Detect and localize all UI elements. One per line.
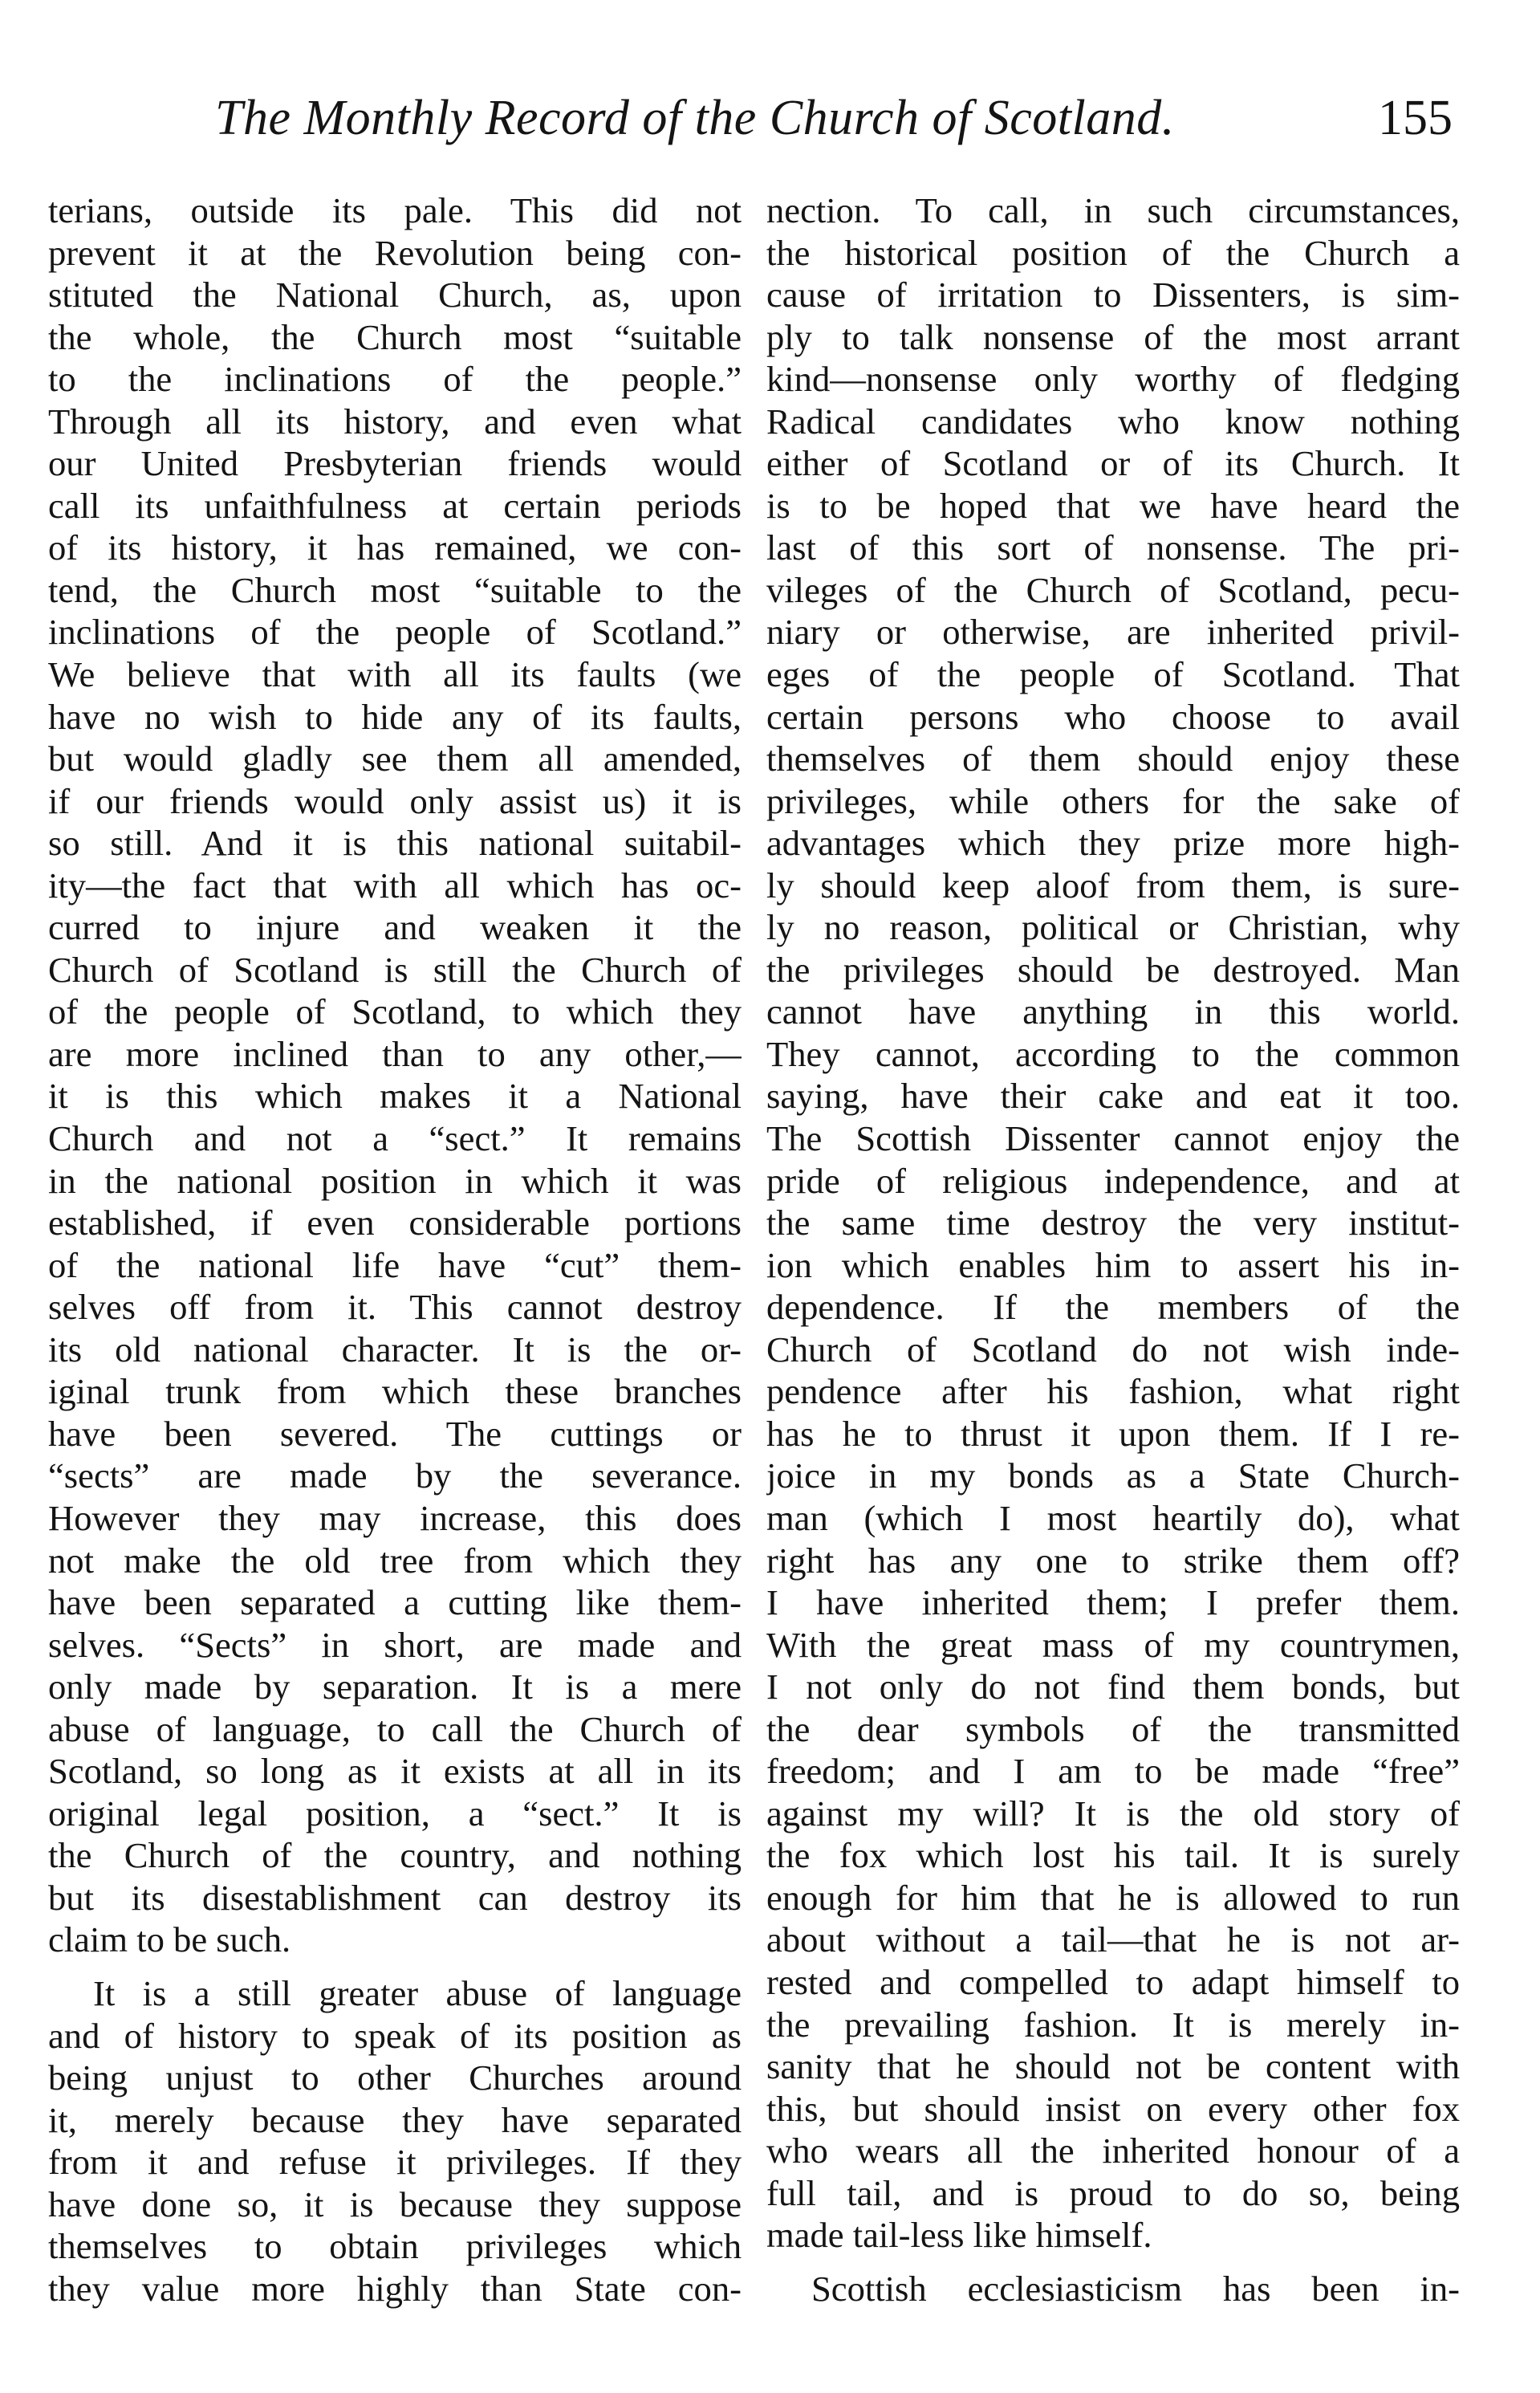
text-line: I not only do not find them bonds, but <box>766 1667 1460 1707</box>
text-line: its old national character. It is the or- <box>48 1329 742 1369</box>
text-line: rested and compelled to adapt himself to <box>766 1961 1460 2002</box>
text-line: claim to be such. <box>48 1919 291 1960</box>
text-line: abuse of language, to call the Church of <box>48 1708 742 1749</box>
text-line: It is a still greater abuse of language <box>93 1972 742 2013</box>
text-line: The Scottish Dissenter cannot enjoy the <box>766 1118 1460 1159</box>
text-line: about without a tail—that he is not ar- <box>766 1919 1460 1960</box>
text-line: who wears all the inherited honour of a <box>766 2131 1460 2171</box>
text-line: is to be hoped that we have heard the <box>766 485 1460 526</box>
text-line: With the great mass of my countrymen, <box>766 1624 1460 1665</box>
text-line: ity—the fact that with all which has oc- <box>48 865 742 906</box>
text-line: have been severed. The cuttings or <box>48 1413 742 1454</box>
text-line: Radical candidates who know nothing <box>766 401 1460 442</box>
text-line: dependence. If the members of the <box>766 1287 1460 1328</box>
text-line: niary or otherwise, are inherited privil- <box>766 612 1460 653</box>
text-line: of the national life have “cut” them- <box>48 1244 742 1285</box>
text-line: so still. And it is this national suitabil- <box>48 823 742 864</box>
text-line: call its unfaithfulness at certain periods <box>48 485 742 526</box>
text-line: “sects” are made by the severance. <box>48 1455 742 1496</box>
text-line: Scotland, so long as it exists at all in its <box>48 1751 742 1792</box>
text-line: advantages which they prize more high- <box>766 823 1460 864</box>
text-line: last of this sort of nonsense. The pri- <box>766 527 1460 568</box>
text-line: However they may increase, this does <box>48 1497 742 1538</box>
left-column <box>48 189 742 2310</box>
text-line: the fox which lost his tail. It is surely <box>766 1835 1460 1876</box>
paragraph-gap <box>766 2257 1460 2268</box>
right-column <box>766 189 1460 2310</box>
text-line: prevent it at the Revolution being con- <box>48 232 742 273</box>
text-line: privileges, while others for the sake of <box>766 780 1460 821</box>
text-line: full tail, and is proud to do so, being <box>766 2172 1460 2213</box>
text-line: the historical position of the Church a <box>766 232 1460 273</box>
text-line: themselves to obtain privileges which <box>48 2226 742 2267</box>
text-line: have been separated a cutting like them- <box>48 1582 742 1623</box>
text-line: iginal trunk from which these branches <box>48 1371 742 1412</box>
right-paragraph-2 <box>766 2268 1460 2310</box>
text-line: have no wish to hide any of its faults, <box>48 696 742 737</box>
text-line: cause of irritation to Dissenters, is sim- <box>766 275 1460 315</box>
text-line: the whole, the Church most “suitable <box>48 316 742 357</box>
text-line: if our friends would only assist us) it is <box>48 780 742 821</box>
text-line: stituted the National Church, as, upon <box>48 275 742 315</box>
text-line: the dear symbols of the transmitted <box>766 1708 1460 1749</box>
text-line: the same time destroy the very institut- <box>766 1203 1460 1243</box>
text-line: ion which enables him to assert his in- <box>766 1244 1460 1285</box>
text-line: it, merely because they have separated <box>48 2099 742 2140</box>
text-line: either of Scotland or of its Church. It <box>766 443 1460 484</box>
text-line: inclinations of the people of Scotland.” <box>48 612 742 653</box>
text-line: selves off from it. This cannot destroy <box>48 1287 742 1328</box>
text-line: to the inclinations of the people.” <box>48 359 742 400</box>
text-line: but its disestablishment can destroy its <box>48 1877 742 1918</box>
paragraph-gap <box>48 1961 742 1972</box>
text-line: has he to thrust it upon them. If I re- <box>766 1413 1460 1454</box>
text-line: selves. “Sects” in short, are made and <box>48 1624 742 1665</box>
text-line: sanity that he should not be content with <box>766 2046 1460 2087</box>
text-line: They cannot, according to the common <box>766 1033 1460 1074</box>
text-line: man (which I most heartily do), what <box>766 1497 1460 1538</box>
text-line: but would gladly see them all amended, <box>48 739 742 779</box>
text-line: they value more highly than State con- <box>48 2268 742 2309</box>
text-line: nection. To call, in such circumstances, <box>766 190 1460 230</box>
text-line: have done so, it is because they suppose <box>48 2183 742 2224</box>
text-line: saying, have their cake and eat it too. <box>766 1076 1460 1117</box>
text-line: our United Presbyterian friends would <box>48 443 742 484</box>
running-head <box>201 90 1453 162</box>
text-line: of its history, it has remained, we con- <box>48 527 742 568</box>
text-line: not make the old tree from which they <box>48 1540 742 1581</box>
text-line: Church and not a “sect.” It remains <box>48 1118 742 1159</box>
text-line: made tail-less like himself. <box>766 2215 1152 2256</box>
text-line: the prevailing fashion. It is merely in- <box>766 2004 1460 2045</box>
text-line: enough for him that he is allowed to run <box>766 1877 1460 1918</box>
text-line: the Church of the country, and nothing <box>48 1835 742 1876</box>
right-paragraph-1 <box>766 189 1460 2257</box>
text-line: pendence after his fashion, what right <box>766 1371 1460 1412</box>
text-line: pride of religious independence, and at <box>766 1160 1460 1201</box>
text-line: right has any one to strike them off? <box>766 1540 1460 1581</box>
text-line: vileges of the Church of Scotland, pecu- <box>766 569 1460 610</box>
text-line: Through all its history, and even what <box>48 401 742 442</box>
text-line: Church of Scotland is still the Church of <box>48 949 742 990</box>
text-line: the privileges should be destroyed. Man <box>766 949 1460 990</box>
text-line: from it and refuse it privileges. If they <box>48 2142 742 2183</box>
text-line: themselves of them should enjoy these <box>766 739 1460 779</box>
text-line: cannot have anything in this world. <box>766 991 1460 1032</box>
text-line: and of history to speak of its position as <box>48 2015 742 2056</box>
text-line: terians, outside its pale. This did not <box>48 190 742 230</box>
left-paragraph-1 <box>48 189 742 1961</box>
text-line: in the national position in which it was <box>48 1160 742 1201</box>
text-line: I have inherited them; I prefer them. <box>766 1582 1460 1623</box>
text-line: Scottish ecclesiasticism has been in- <box>811 2268 1460 2309</box>
text-line: ly should keep aloof from them, is sure- <box>766 865 1460 906</box>
text-line: original legal position, a “sect.” It is <box>48 1793 742 1833</box>
text-line: being unjust to other Churches around <box>48 2057 742 2098</box>
page-number: 155 <box>1378 91 1453 145</box>
text-line: ply to talk nonsense of the most arrant <box>766 316 1460 357</box>
text-line: curred to injure and weaken it the <box>48 907 742 948</box>
text-line: joice in my bonds as a State Church- <box>766 1455 1460 1496</box>
text-line: Church of Scotland do not wish inde- <box>766 1329 1460 1369</box>
text-line: eges of the people of Scotland. That <box>766 654 1460 695</box>
text-line: this, but should insist on every other fox <box>766 2088 1460 2129</box>
text-line: are more inclined than to any other,— <box>48 1033 742 1074</box>
text-line: it is this which makes it a National <box>48 1076 742 1117</box>
text-line: established, if even considerable portions <box>48 1203 742 1243</box>
text-line: only made by separation. It is a mere <box>48 1667 742 1707</box>
text-line: certain persons who choose to avail <box>766 696 1460 737</box>
text-line: freedom; and I am to be made “free” <box>766 1751 1460 1792</box>
left-paragraph-2 <box>48 1972 742 2310</box>
text-line: We believe that with all its faults (we <box>48 654 742 695</box>
running-title: The Monthly Record of the Church of Scotland. <box>215 91 1175 145</box>
text-line: of the people of Scotland, to which they <box>48 991 742 1032</box>
text-line: kind—nonsense only worthy of fledging <box>766 359 1460 400</box>
text-line: against my will? It is the old story of <box>766 1793 1460 1833</box>
text-line: ly no reason, political or Christian, why <box>766 907 1460 948</box>
text-line: tend, the Church most “suitable to the <box>48 569 742 610</box>
